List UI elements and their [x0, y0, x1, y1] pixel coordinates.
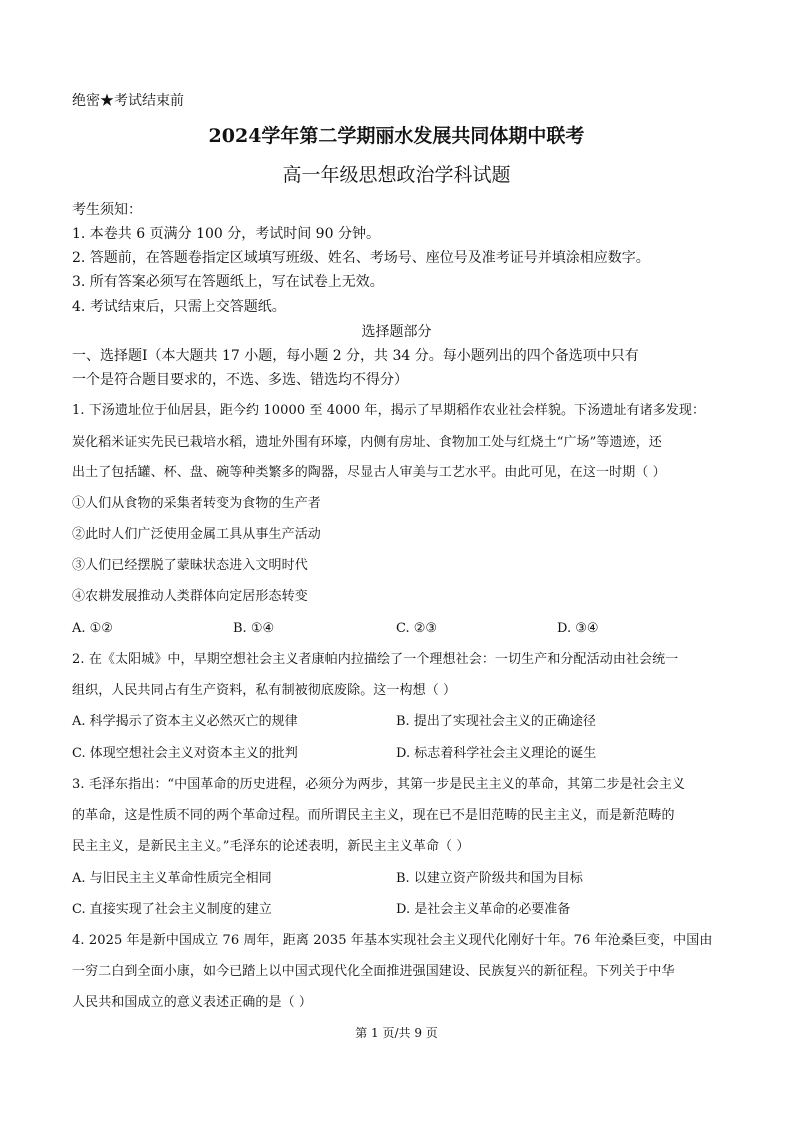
secret-mark: 绝密★考试结束前 — [72, 93, 184, 109]
exam-subtitle: 高一年级思想政治学科试题 — [282, 164, 511, 186]
question-2-text: 组织，人民共同占有生产资料，私有制被彻底废除。这一构想（ ） — [72, 683, 457, 698]
question-4-text: 一穷二白到全面小康，如今已踏上以中国式现代化全面推进强国建设、民族复兴的新征程。下列关于中华 — [72, 964, 675, 979]
question-1-option-d: D. ③④ — [557, 621, 599, 636]
section-intro: 一个是符合题目要求的，不选、多选、错选均不得分） — [72, 372, 408, 388]
question-1-statement: ①人们从食物的采集者转变为食物的生产者 — [72, 496, 321, 511]
notice-item: 3. 所有答案必须写在答题纸上，写在试卷上无效。 — [72, 274, 384, 290]
question-1-text: 炭化稻米证实先民已栽培水稻，遗址外围有环壕，内侧有房址、食物加工处与红烧土“广场”等遗迹，还 — [72, 435, 662, 450]
question-4-text: 人民共和国成立的意义表述正确的是（ ） — [72, 995, 313, 1010]
question-2-option-a: A. 科学揭示了资本主义必然灭亡的规律 — [72, 714, 298, 729]
exam-title: 2024学年第二学期丽水发展共同体期中联考 — [208, 125, 585, 147]
question-2-text: 2. 在《太阳城》中，早期空想社会主义者康帕内拉描绘了一个理想社会：一切生产和分配活动由社会统一 — [72, 652, 679, 667]
section-intro: 一、选择题Ⅰ（本大题共 17 小题，每小题 2 分，共 34 分。每小题列出的四个备选项中只有 — [72, 348, 639, 364]
question-1-statement: ②此时人们广泛使用金属工具从事生产活动 — [72, 527, 321, 542]
question-4-text: 4. 2025 年是新中国成立 76 周年，距离 2035 年基本实现社会主义现代化刚好十年。76 年沧桑巨变，中国由 — [72, 933, 713, 948]
question-3-option-b: B. 以建立资产阶级共和国为目标 — [396, 871, 583, 886]
question-3-option-d: D. 是社会主义革命的必要准备 — [396, 902, 571, 917]
question-1-text: 出土了包括罐、杯、盘、碗等种类繁多的陶器，尽显古人审美与工艺水平。由此可见，在这一时期（ ） — [72, 465, 666, 480]
section-title: 选择题部分 — [361, 324, 432, 340]
page-footer: 第 1 页/共 9 页 — [355, 1026, 438, 1040]
question-3-option-c: C. 直接实现了社会主义制度的建立 — [72, 902, 272, 917]
question-3-text: 的革命，这是性质不同的两个革命过程。而所谓民主主义，现在已不是旧范畴的民主主义，而是新范畴的 — [72, 808, 675, 823]
question-1-text: 1. 下汤遗址位于仙居县，距今约 10000 至 4000 年，揭示了早期稻作农业社会样貌。下汤遗址有诸多发现： — [72, 403, 706, 418]
question-1-statement: ③人们已经摆脱了蒙昧状态进入文明时代 — [72, 558, 308, 573]
question-1-option-a: A. ①② — [72, 621, 113, 636]
notice-item: 1. 本卷共 6 页满分 100 分，考试时间 90 分钟。 — [72, 226, 380, 242]
question-1-option-b: B. ①④ — [233, 621, 275, 636]
question-3-text: 3. 毛泽东指出：“中国革命的历史进程，必须分为两步，其第一步是民主主义的革命，其第二步是社会主义 — [72, 777, 686, 792]
question-3-text: 民主主义，是新民主主义。”毛泽东的论述表明，新民主主义革命（ ） — [72, 839, 470, 854]
question-1-option-c: C. ②③ — [396, 621, 438, 636]
question-1-statement: ④农耕发展推动人类群体向定居形态转变 — [72, 589, 308, 604]
question-2-option-b: B. 提出了实现社会主义的正确途径 — [396, 714, 596, 729]
question-2-option-d: D. 标志着科学社会主义理论的诞生 — [396, 746, 597, 761]
question-2-option-c: C. 体现空想社会主义对资本主义的批判 — [72, 746, 298, 761]
notice-item: 4. 考试结束后，只需上交答题纸。 — [72, 299, 286, 315]
notice-heading: 考生须知： — [72, 202, 142, 218]
notice-item: 2. 答题前，在答题卷指定区域填写班级、姓名、考场号、座位号及准考证号并填涂相应数字。 — [72, 250, 650, 266]
question-3-option-a: A. 与旧民主主义革命性质完全相同 — [72, 871, 272, 886]
